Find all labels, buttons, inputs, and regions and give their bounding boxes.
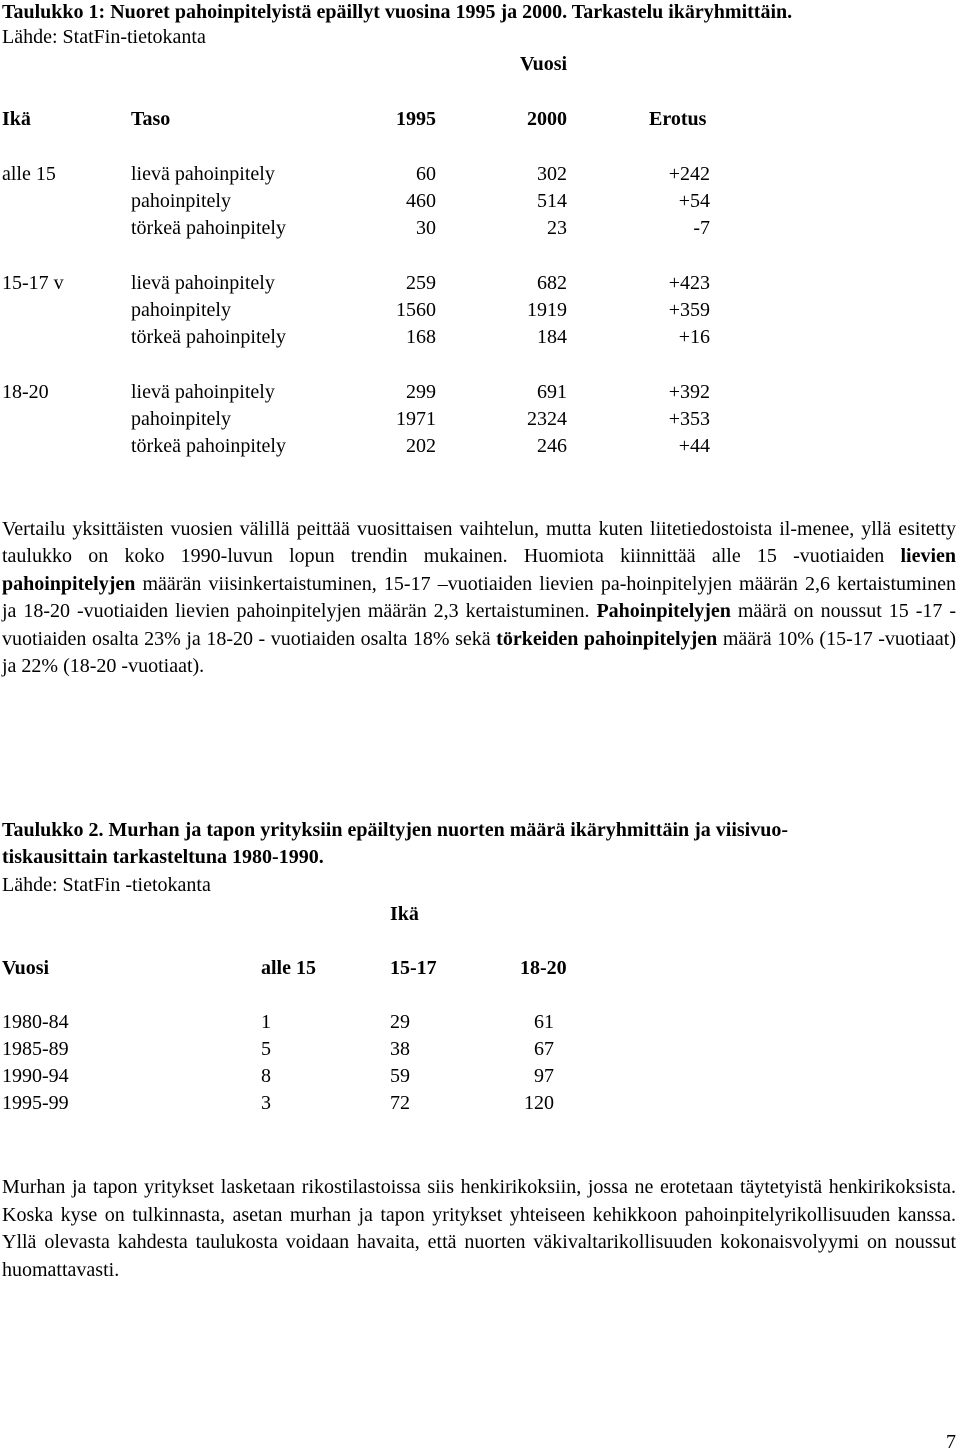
table1-cell-diff: +54 <box>678 190 710 212</box>
table2-cell-u15: 3 <box>261 1092 271 1114</box>
table1-header-2000: 2000 <box>527 108 567 130</box>
table1-level: törkeä pahoinpitely <box>131 326 286 348</box>
table1-header-1995: 1995 <box>396 108 436 130</box>
table1-cell-2000: 682 <box>537 272 567 294</box>
page-number: 7 <box>946 1431 956 1453</box>
table1-group-header: Vuosi <box>520 53 568 75</box>
table1-cell-1995: 168 <box>406 326 436 348</box>
table2-caption-title: Taulukko 2. Murhan ja tapon yrityksiin epäiltyjen nuorten määrä ikäryhmittäin ja viisivuo- <box>2 819 789 841</box>
table1-cell-diff: +44 <box>678 435 710 457</box>
table1-level: lievä pahoinpitely <box>131 272 275 294</box>
table1-cell-1995: 1560 <box>396 299 436 321</box>
table2-cell-15-17: 38 <box>390 1038 410 1060</box>
table2-cell-u15: 1 <box>261 1011 271 1033</box>
table2-period: 1990-94 <box>2 1065 69 1087</box>
table1-cell-2000: 1919 <box>527 299 567 321</box>
table2-header-period: Vuosi <box>2 957 50 979</box>
table1-cell-1995: 202 <box>406 435 436 457</box>
table2-cell-18-20: 97 <box>534 1065 554 1087</box>
table1-cell-2000: 514 <box>537 190 567 212</box>
table1-cell-diff: +353 <box>668 408 710 430</box>
table1-age-group: 18-20 <box>2 381 49 403</box>
table2-period: 1995-99 <box>2 1092 69 1114</box>
table2-group-header: Ikä <box>390 903 419 925</box>
paragraph-bold-text: lievien pahoinpitelyjen <box>2 545 956 595</box>
table1-header-diff: Erotus <box>649 108 707 130</box>
table1-age-group: 15-17 v <box>2 272 64 294</box>
body-paragraph-2: Murhan ja tapon yritykset lasketaan rikostilastoissa siis henkirikoksiin, jossa ne erotetaan täytetyistä henkirikoksista. Koska kyse on tulkinnasta, asetan murhan ja tapon yritykset yhteiseen kehikkoon pahoinpitelyrikollisuuden kanssa. Yllä olevasta kahdesta taulukosta voidaan havaita, että nuorten väkivaltarikollisuuden kokonaisvolyymi on noussut huomattavasti. <box>2 1176 956 1281</box>
table1-level: pahoinpitely <box>131 408 231 430</box>
table2-cell-18-20: 67 <box>534 1038 554 1060</box>
table2-cell-15-17: 29 <box>390 1011 410 1033</box>
table2-caption-source: Lähde: StatFin -tietokanta <box>2 874 211 896</box>
table1-cell-diff: -7 <box>693 217 710 239</box>
table1-cell-1995: 299 <box>406 381 436 403</box>
table2-cell-15-17: 72 <box>390 1092 410 1114</box>
table1-cell-diff: +423 <box>668 272 710 294</box>
table1-caption-source: Lähde: StatFin-tietokanta <box>2 26 206 48</box>
table2-cell-18-20: 61 <box>534 1011 554 1033</box>
table2-cell-15-17: 59 <box>390 1065 410 1087</box>
table1-level: pahoinpitely <box>131 299 231 321</box>
table1-level: törkeä pahoinpitely <box>131 217 286 239</box>
table2-header-18-20: 18-20 <box>520 957 567 979</box>
paragraph-text: määrä 10% (15-17 -vuotiaat) ja 22% (18-20 -vuotiaat). <box>2 627 957 678</box>
table1-cell-1995: 1971 <box>396 408 436 430</box>
table1-level: lievä pahoinpitely <box>131 163 275 185</box>
table1-level: törkeä pahoinpitely <box>131 435 286 457</box>
table2-header-u15: alle 15 <box>261 957 316 979</box>
table1-cell-diff: +242 <box>668 163 710 185</box>
table1-cell-1995: 60 <box>416 163 436 185</box>
table1-cell-2000: 2324 <box>527 408 567 430</box>
table1-cell-2000: 23 <box>547 217 567 239</box>
paragraph-text: määrä on noussut 15 -17 -vuotiaiden osalta 23% ja 18-20 - vuotiaiden osalta 18% sekä <box>2 600 956 650</box>
table1-cell-diff: +392 <box>668 381 710 403</box>
table2-period: 1980-84 <box>2 1011 69 1033</box>
table1-header-age: Ikä <box>2 108 31 130</box>
table1-cell-2000: 246 <box>537 435 567 457</box>
table2-cell-u15: 5 <box>261 1038 271 1060</box>
table1-cell-diff: +359 <box>668 299 710 321</box>
table1-cell-1995: 30 <box>416 217 436 239</box>
table1-cell-2000: 184 <box>537 326 567 348</box>
paragraph-bold-text: Pahoinpitelyjen <box>596 600 731 623</box>
body-paragraph-1 <box>2 516 956 680</box>
paragraph-text: määrän viisinkertaistuminen, 15-17 –vuotiaiden lievien pa-hoinpitelyjen määrän 2,6 kertaistuminen ja 18-20 -vuotiaiden lievien pahoinpitelyjen määrän 2,3 kertaistuminen. <box>2 572 956 623</box>
paragraph-text: Vertailu yksittäisten vuosien välillä peittää vuosittaisen vaihtelun, mutta kuten liitetiedostoista il-menee, yllä esitetty taulukko on koko 1990-luvun lopun trendin mukainen. Huomiota kiinnittää alle 15 -vuotiaiden <box>2 518 956 568</box>
table2-header-15-17: 15-17 <box>390 957 437 979</box>
table1-cell-diff: +16 <box>678 326 710 348</box>
table1-caption-title: Taulukko 1: Nuoret pahoinpitelyistä epäillyt vuosina 1995 ja 2000. Tarkastelu ikäryhmittäin. <box>2 1 793 23</box>
paragraph-bold-text: törkeiden pahoinpitelyjen <box>496 627 718 650</box>
table1-cell-1995: 259 <box>406 272 436 294</box>
table1-age-group: alle 15 <box>2 163 56 185</box>
table2-cell-u15: 8 <box>261 1065 271 1087</box>
table1-level: pahoinpitely <box>131 190 231 212</box>
table2-period: 1985-89 <box>2 1038 69 1060</box>
table1-cell-2000: 302 <box>537 163 567 185</box>
table1-cell-1995: 460 <box>406 190 436 212</box>
table1-header-level: Taso <box>131 108 171 130</box>
table1-level: lievä pahoinpitely <box>131 381 275 403</box>
table1-cell-2000: 691 <box>537 381 567 403</box>
table2-cell-18-20: 120 <box>524 1092 554 1114</box>
table2-caption-title-cont: tiskausittain tarkasteltuna 1980-1990. <box>2 846 324 868</box>
